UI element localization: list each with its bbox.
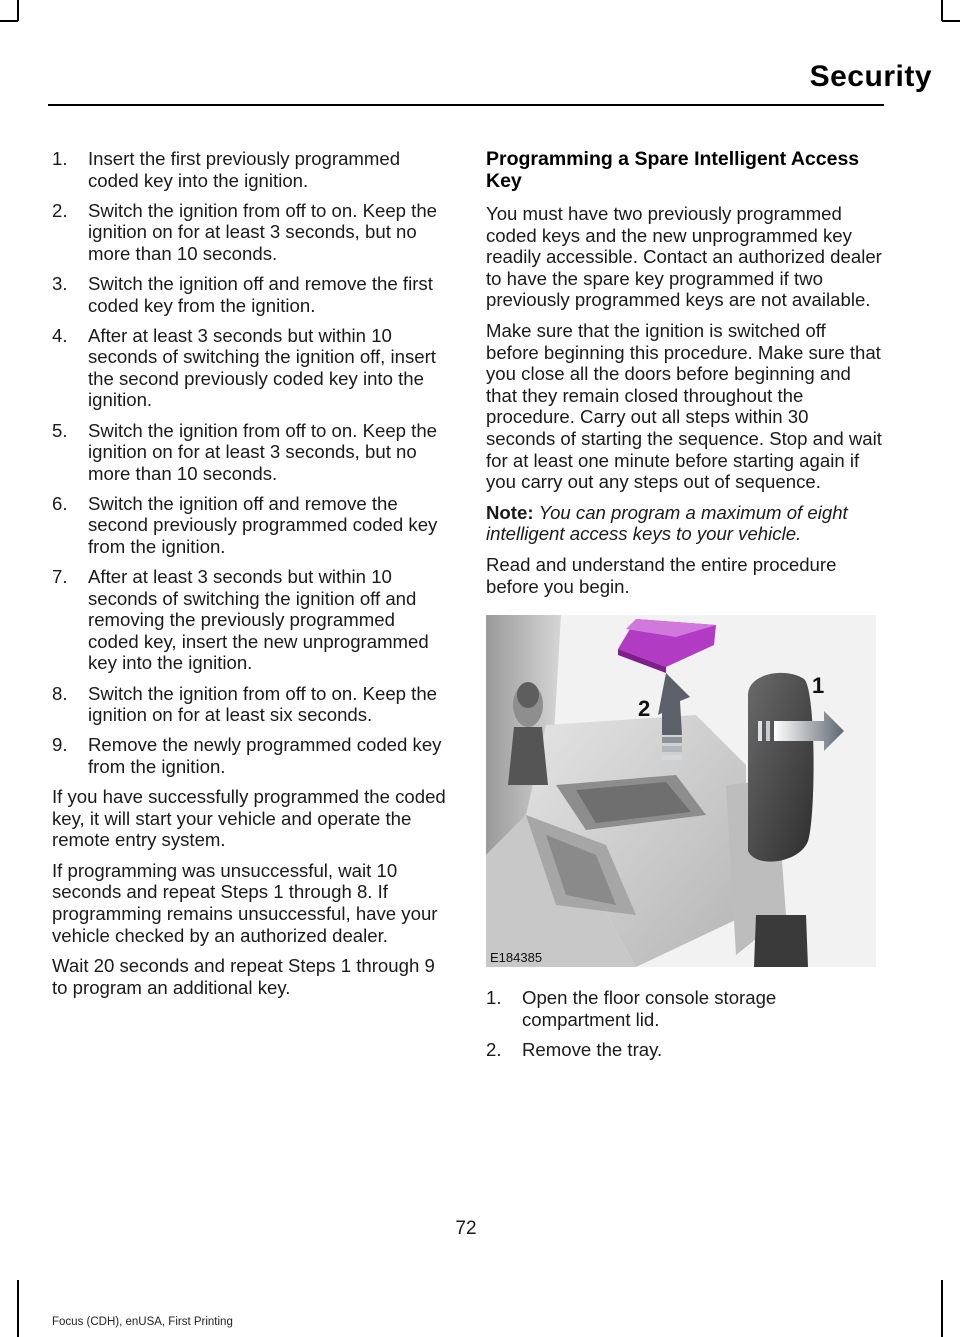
console-drawing	[486, 615, 876, 967]
body-paragraph: Read and understand the entire procedure before you begin.	[486, 553, 837, 597]
list-item: 2. Remove the tray.	[486, 1038, 663, 1060]
page-number: 72	[455, 1218, 477, 1239]
crop-mark	[942, 20, 960, 22]
note-text: You can program a maximum of eight intelligent access keys to your vehicle.	[486, 501, 848, 545]
right-column	[486, 148, 882, 1069]
figure-code: E184385	[490, 950, 543, 966]
console-illustration	[486, 615, 876, 967]
crop-mark	[941, 0, 943, 21]
list-item: 8. Switch the ignition from off to on. Keep the ignition on for at least six seconds.	[52, 682, 438, 726]
note-label: Note:	[486, 501, 534, 523]
callout-label-1: 1	[812, 673, 825, 699]
crop-mark	[0, 20, 18, 22]
steps-list	[52, 148, 448, 777]
crop-mark	[941, 1280, 943, 1337]
crop-mark	[17, 1280, 19, 1337]
list-item: 9. Remove the newly programmed coded key from the ignition.	[52, 734, 442, 777]
list-item: 2. Switch the ignition from off to on. Keep the ignition on for at least 3 seconds, but no more than 10 seconds.	[52, 199, 438, 264]
list-item: 4. After at least 3 seconds but within 10 seconds of switching the ignition off, insert the second previously coded key into the ignition.	[52, 324, 436, 411]
body-paragraph: You must have two previously programmed coded keys and the new unprogrammed key readily accessible. Contact an authorized dealer to have the spare key programmed if two previously programmed keys are not available.	[486, 203, 882, 311]
list-item: 1. Open the floor console storage compartment lid.	[486, 987, 777, 1030]
list-item: 5. Switch the ignition from off to on. Keep the ignition on for at least 3 seconds, but no more than 10 seconds.	[52, 419, 438, 484]
list-item: 6. Switch the ignition off and remove the second previously programmed coded key from the ignition.	[52, 492, 438, 557]
list-item: 3. Switch the ignition off and remove the first coded key from the ignition.	[52, 272, 433, 316]
page-title: Security	[809, 60, 932, 93]
edition-footer: Focus (CDH), enUSA, First Printing	[52, 1316, 233, 1328]
note	[486, 502, 882, 545]
header-divider	[48, 104, 884, 106]
body-paragraph: Wait 20 seconds and repeat Steps 1 through 9 to program an additional key.	[52, 955, 435, 998]
section-heading: Programming a Spare Intelligent Access Key	[486, 148, 860, 192]
list-item: 7. After at least 3 seconds but within 10 seconds of switching the ignition off and removing the previously programmed coded key, insert the new unprogrammed key into the ignition.	[52, 566, 429, 674]
left-column	[52, 148, 448, 1007]
callout-label-2: 2	[638, 696, 651, 722]
crop-mark	[17, 0, 19, 21]
body-paragraph: If you have successfully programmed the coded key, it will start your vehicle and operate the remote entry system.	[52, 785, 446, 851]
steps-list	[486, 987, 882, 1060]
list-item: 1. Insert the first previously programmed coded key into the ignition.	[52, 148, 401, 191]
body-paragraph: Make sure that the ignition is switched off before beginning this procedure. Make sure that you close all the doors before beginning and that they remain closed throughout the procedure. Carry out all steps within 30 seconds of starting the sequence. Stop and wait for at least one minute before starting again if you carry out any steps out of sequence.	[486, 319, 882, 493]
body-paragraph: If programming was unsuccessful, wait 10 seconds and repeat Steps 1 through 8. If programming remains unsuccessful, have your vehicle checked by an authorized dealer.	[52, 859, 438, 946]
